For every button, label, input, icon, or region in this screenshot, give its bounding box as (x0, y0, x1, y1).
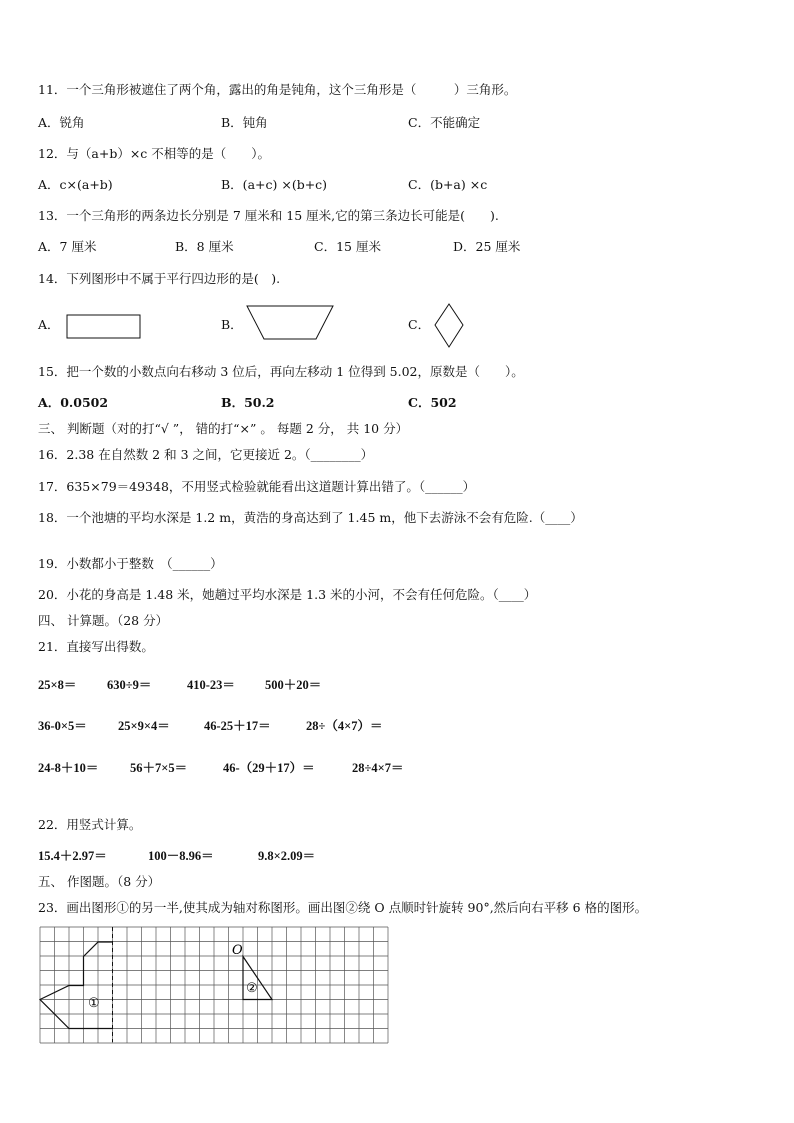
section-3-heading: 三、 判断题（对的打“√ ”， 错的打“×” 。 每题 2 分， 共 10 分） (38, 421, 409, 436)
q12-option-b[interactable]: B．(a+c) ×(b+c) (221, 177, 328, 192)
calc-item: 46-（29＋17）＝ (223, 761, 315, 775)
calc-item: 28÷（4×7）＝ (306, 719, 383, 733)
figure-1-label: ① (88, 996, 100, 1011)
q20-text: 20．小花的身高是 1.48 米，她趟过平均水深是 1.3 米的小河，不会有任何危险。（____） (38, 587, 537, 602)
section-5-heading: 五、 作图题。（8 分） (38, 874, 161, 889)
q11-option-b[interactable]: B．钝角 (221, 115, 268, 130)
calc-item: 25×8＝ (38, 678, 77, 692)
q21-title: 21．直接写出得数。 (38, 639, 154, 654)
q13-option-d[interactable]: D．25 厘米 (453, 239, 521, 254)
calc-item: 410-23＝ (187, 678, 235, 692)
q13-option-a[interactable]: A．7 厘米 (38, 239, 97, 254)
q14-text: 14．下列图形中不属于平行四边形的是( ). (38, 271, 281, 286)
q12-option-c[interactable]: C．(b+a) ×c (408, 177, 488, 192)
q14-option-c[interactable]: C． (408, 317, 431, 332)
q18-text: 18．一个池塘的平均水深是 1.2 m，黄浩的身高达到了 1.45 m，他下去游泳不会有危险.（____） (38, 510, 583, 525)
q17-text: 17．635×79＝49348，不用竖式检验就能看出这道题计算出错了。（______） (38, 479, 476, 494)
calc-item: 25×9×4＝ (118, 719, 170, 733)
section-4-heading: 四、 计算题。（28 分） (38, 613, 169, 628)
q14-option-a[interactable]: A． (38, 317, 60, 332)
calc-item: 36-0×5＝ (38, 719, 87, 733)
q13-text: 13．一个三角形的两条边长分别是 7 厘米和 15 厘米,它的第三条边长可能是( ). (38, 208, 499, 223)
q19-text: 19．小数都小于整数 （______） (38, 556, 223, 571)
rhombus-shape (434, 303, 466, 349)
rectangle-shape (66, 314, 142, 340)
q14-option-b[interactable]: B． (221, 317, 243, 332)
point-o-label: O (232, 943, 243, 958)
calc-item: 100－8.96＝ (148, 849, 214, 863)
q11-text: 11．一个三角形被遮住了两个角，露出的角是钝角，这个三角形是（ ）三角形。 (38, 82, 517, 97)
calc-item: 9.8×2.09＝ (258, 849, 316, 863)
calc-item: 56＋7×5＝ (130, 761, 188, 775)
q22-title: 22．用竖式计算。 (38, 817, 142, 832)
trapezoid-shape (246, 304, 336, 342)
calc-item: 28÷4×7＝ (352, 761, 404, 775)
q15-text: 15．把一个数的小数点向右移动 3 位后，再向左移动 1 位得到 5.02，原数是（ ）。 (38, 364, 524, 379)
calc-item: 24-8＋10＝ (38, 761, 99, 775)
figure-2-label: ② (246, 981, 258, 996)
q15-option-b[interactable]: B．50.2 (221, 395, 275, 410)
q15-option-c[interactable]: C．502 (408, 395, 457, 410)
q11-option-a[interactable]: A．锐角 (38, 115, 85, 130)
q23-text: 23．画出图形①的另一半,使其成为轴对称图形。画出图②绕 O 点顺时针旋转 90°,然后向右平移 6 格的图形。 (38, 900, 648, 915)
q12-option-a[interactable]: A．c×(a+b) (38, 177, 113, 192)
calc-item: 15.4＋2.97＝ (38, 849, 107, 863)
q11-option-c[interactable]: C．不能确定 (408, 115, 481, 130)
q13-option-c[interactable]: C．15 厘米 (314, 239, 381, 254)
calc-item: 500＋20＝ (265, 678, 322, 692)
q13-option-b[interactable]: B．8 厘米 (175, 239, 234, 254)
q16-text: 16．2.38 在自然数 2 和 3 之间，它更接近 2。（________） (38, 447, 374, 462)
calc-item: 46-25＋17＝ (204, 719, 271, 733)
drawing-grid[interactable] (38, 925, 396, 1047)
q15-option-a[interactable]: A．0.0502 (38, 395, 109, 410)
q12-text: 12．与（a+b）×c 不相等的是（ ）。 (38, 146, 271, 161)
calc-item: 630÷9＝ (107, 678, 152, 692)
